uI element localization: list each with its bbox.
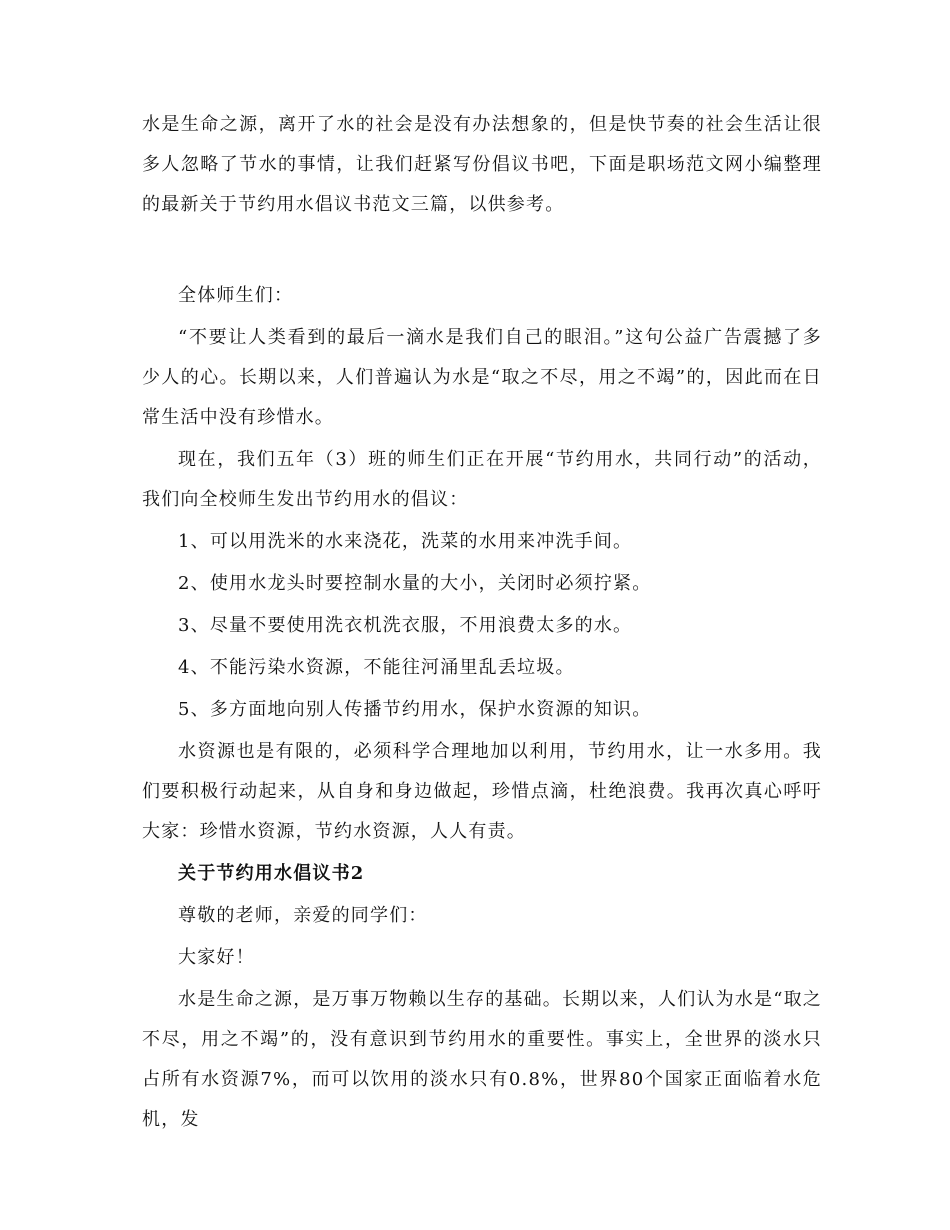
letter1-salutation: 全体师生们： [178,285,294,306]
letter2-paragraph-1: 水是生命之源，是万事万物赖以生存的基础。长期以来，人们认为水是“取之不尽，用之不竭”的，没有意识到节约用水的重要性。事实上，全世界的淡水只占所有水资源7%，而可以饮用的淡水只有0.8%，世界80个国家正面临着水危机，发 [142,989,822,1130]
letter1-paragraph-2: 现在，我们五年（3）班的师生们正在开展“节约用水，共同行动”的活动，我们向全校师生发出节约用水的倡议： [142,449,822,510]
proposal-item-4: 4、不能污染水资源，不能往河涌里乱丢垃圾。 [178,657,575,678]
proposal-item-2: 2、使用水龙头时要控制水量的大小，关闭时必须拧紧。 [178,573,652,594]
section-heading-2: 关于节约用水倡议书2 [178,863,365,884]
proposal-item-5: 5、多方面地向别人传播节约用水，保护水资源的知识。 [178,699,652,720]
letter2-salutation: 尊敬的老师，亲爱的同学们： [178,905,428,926]
letter1-paragraph-1: “不要让人类看到的最后一滴水是我们自己的眼泪。”这句公益广告震撼了多少人的心。长期以来，人们普遍认为水是“取之不尽，用之不竭”的，因此而在日常生活中没有珍惜水。 [142,327,822,428]
proposal-item-3: 3、尽量不要使用洗衣机洗衣服，不用浪费太多的水。 [178,615,633,636]
letter1-closing: 水资源也是有限的，必须科学合理地加以利用，节约用水，让一水多用。我们要积极行动起来，从自身和身边做起，珍惜点滴，杜绝浪费。我再次真心呼吁大家：珍惜水资源，节约水资源，人人有责。 [142,741,822,842]
intro-paragraph: 水是生命之源，离开了水的社会是没有办法想象的，但是快节奏的社会生活让很多人忽略了节水的事情，让我们赶紧写份倡议书吧，下面是职场范文网小编整理的最新关于节约用水倡议书范文三篇，以供参考。 [142,114,822,215]
proposal-item-1: 1、可以用洗米的水来浇花，洗菜的水用来冲洗手间。 [178,531,633,552]
letter2-greeting: 大家好！ [178,947,255,968]
document-body [142,105,822,1140]
